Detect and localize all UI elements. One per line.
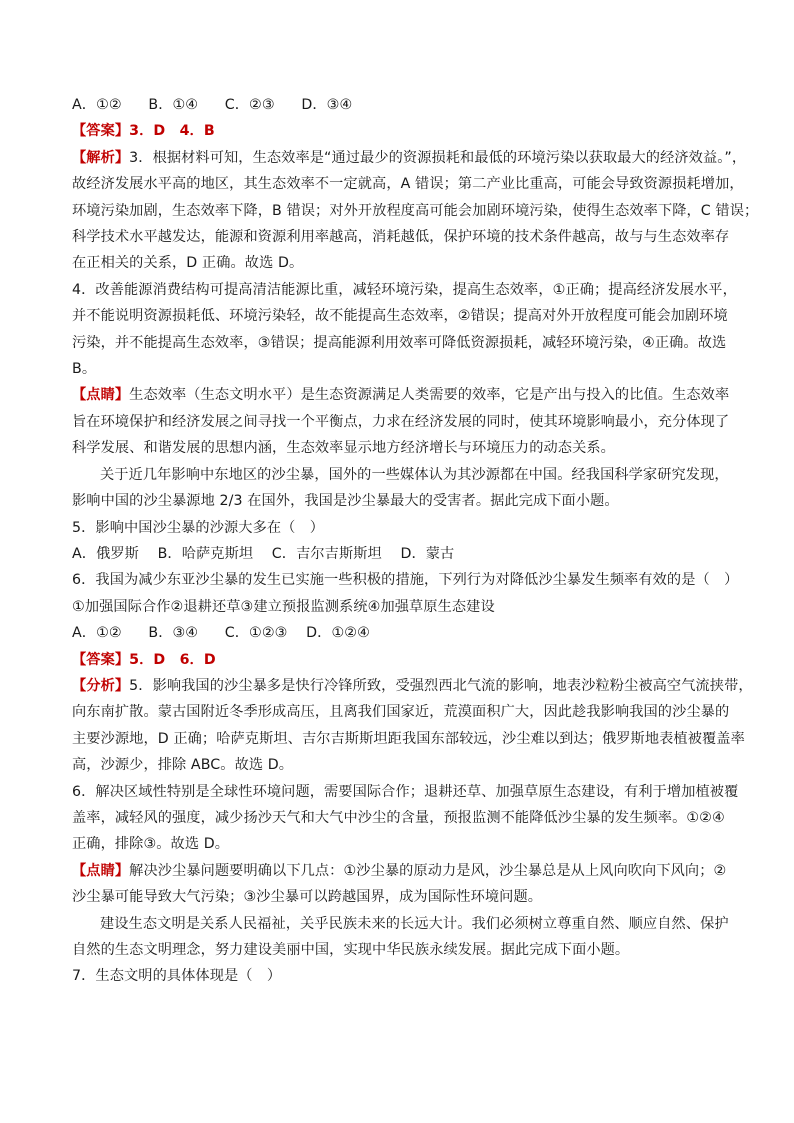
analysis-4-line4: B。 [72, 361, 97, 378]
point-tag: 【点睛】 [72, 862, 130, 879]
point-tag: 【点睛】 [72, 387, 130, 404]
answer-tag: 【答案】 [72, 123, 130, 140]
q3-4-options [72, 92, 732, 118]
q5-options [72, 541, 732, 567]
option-b: B．③④ [148, 625, 199, 642]
analysis-tag: 【解析】 [72, 149, 130, 166]
option-c: C．①②③ [224, 625, 288, 642]
analysis-3-line3: 环境污染加剧，生态效率下降，B 错误；对外开放程度高可能会加剧环境污染，使得生态效率下降，C 错误； [72, 202, 759, 219]
analysis-5-line1: 5．影响我国的沙尘暴多是快行冷锋所致，受强烈西北气流的影响，地表沙粒粉尘被高空气流挟带， [129, 677, 753, 694]
q7-stem: 7．生态文明的具体体现是（ ） [72, 968, 282, 985]
material-3-line1: 建设生态文明是关系人民福祉，关乎民族未来的长远大计。我们必须树立尊重自然、顺应自然、保护 [100, 915, 729, 932]
option-b: B．①④ [148, 97, 199, 113]
analysis-4 [72, 277, 737, 383]
answer-text: 5．D 6．D [129, 651, 216, 668]
option-a: A．①② [72, 625, 122, 642]
point-1-line1: 生态效率（生态文明水平）是生态资源满足人类需要的效率，它是产出与投入的比值。生态效率 [129, 387, 730, 404]
answer-tag: 【答案】 [72, 651, 130, 668]
analysis-4-line2: 并不能说明资源损耗低、环境污染轻，故不能提高生态效率，②错误；提高对外开放程度可能会加剧环境 [72, 308, 728, 325]
q6-items: ①加强国际合作②退耕还草③建立预报监测系统④加强草原生态建设 [72, 598, 495, 615]
answer-3-4 [72, 118, 732, 144]
analysis-4-line1: 4．改善能源消费结构可提高清洁能源比重，减轻环境污染，提高生态效率，①正确；提高经济发展水平， [72, 281, 737, 298]
point-2 [72, 858, 732, 911]
option-d: D．③④ [301, 97, 353, 113]
q6-stem: 6．我国为减少东亚沙尘暴的发生已实施一些积极的措施，下列行为对降低沙尘暴发生频率有效的是（ ） [72, 572, 739, 589]
option-b: B．哈萨克斯坦 [157, 545, 254, 562]
material-2-line1: 关于近几年影响中东地区的沙尘暴，国外的一些媒体认为其沙源都在中国。经我国科学家研究发现， [100, 466, 729, 483]
point-1-line2: 旨在环境保护和经济发展之间寻找一个平衡点，力求在经济发展的同时，使其环境影响最小，充分体现了 [72, 413, 730, 430]
option-d: D．蒙古 [400, 545, 455, 562]
material-3 [72, 911, 732, 964]
answer-5-6 [72, 647, 732, 673]
option-d: D．①②④ [306, 625, 370, 642]
analysis-5-line4: 高，沙源少，排除 ABC。故选 D。 [72, 757, 294, 774]
material-2 [72, 462, 732, 515]
q5-stem: 5．影响中国沙尘暴的沙源大多在（ ） [72, 519, 325, 536]
q6-options [72, 620, 732, 646]
analysis-3-line1: 3．根据材料可知，生态效率是“通过最少的资源损耗和最低的环境污染以获取最大的经济效益。”， [129, 149, 747, 166]
analysis-6-line3: 正确，排除③。故选 D。 [72, 836, 230, 853]
option-a: A．俄罗斯 [72, 545, 139, 562]
analysis-6 [72, 779, 739, 858]
point-1 [72, 382, 732, 461]
option-a: A．①② [72, 97, 122, 113]
analysis-5-line3: 主要沙源地，D 正确；哈萨克斯坦、吉尔吉斯斯坦距我国东部较远，沙尘难以到达；俄罗斯地表植被覆盖率 [72, 730, 745, 747]
analysis-tag: 【分析】 [72, 677, 130, 694]
analysis-4-line3: 污染，并不能提高生态效率，③错误；提高能源利用效率可降低资源损耗，减轻环境污染，④正确。故选 [72, 334, 727, 351]
answer-text: 3．D 4．B [129, 123, 215, 140]
document-page [72, 92, 759, 990]
point-1-line3: 科学发展、和谐发展的思想内涵，生态效率显示地方经济增长与环境压力的动态关系。 [72, 440, 615, 457]
analysis-3-line5: 在正相关的关系，D 正确。故选 D。 [72, 255, 304, 272]
analysis-5 [72, 673, 753, 779]
analysis-6-line1: 6．解决区域性特别是全球性环境问题，需要国际合作；退耕还草、加强草原生态建设，有利于增加植被覆 [72, 783, 739, 800]
analysis-3 [72, 145, 759, 277]
material-2-line2: 影响中国的沙尘暴源地 2/3 在国外，我国是沙尘暴最大的受害者。据此完成下面小题。 [72, 493, 619, 510]
option-c: C．②③ [224, 97, 275, 113]
analysis-3-line4: 科学技术水平越发达，能源和资源利用率越高，消耗越低，保护环境的技术条件越高，故与与生态效率存 [72, 229, 730, 246]
point-2-line2: 沙尘暴可能导致大气污染；③沙尘暴可以跨越国界，成为国际性环境问题。 [72, 889, 543, 906]
material-3-line2: 自然的生态文明理念，努力建设美丽中国，实现中华民族永续发展。据此完成下面小题。 [72, 942, 630, 958]
point-2-line1: 解决沙尘暴问题要明确以下几点：①沙尘暴的原动力是风，沙尘暴总是从上风向吹向下风向；② [129, 862, 727, 879]
analysis-5-line2: 向东南扩散。蒙古国附近冬季形成高压，且离我们国家近，荒漠面积广大，因此趁我影响我国的沙尘暴的 [72, 704, 730, 721]
analysis-3-line2: 故经济发展水平高的地区，其生态效率不一定就高，A 错误；第二产业比重高，可能会导致资源损耗增加， [72, 176, 744, 193]
analysis-6-line2: 盖率，减轻风的强度，减少扬沙天气和大气中沙尘的含量，预报监测不能降低沙尘暴的发生频率。①②④ [72, 809, 725, 826]
option-c: C．吉尔吉斯斯坦 [271, 545, 382, 562]
